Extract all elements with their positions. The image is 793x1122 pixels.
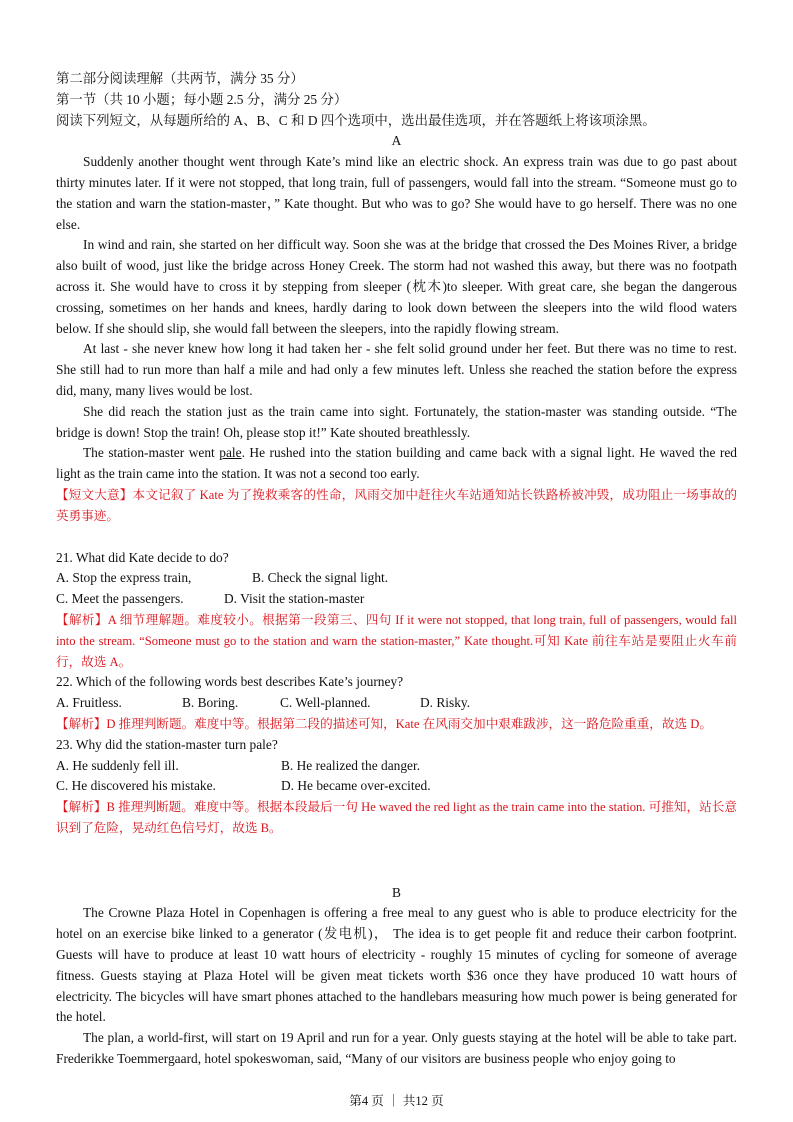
underlined-word: pale <box>219 445 242 461</box>
p5-text-after: . He rushed into the station building and came back with a signal light. He waved the red light as the train came into the station. It was not a second too early. <box>56 445 737 482</box>
passage-a-paragraph-3: At last - she never knew how long it had taken her - she felt solid ground under her feet. But there was no time to rest. She still had to run more than half a mile and had only a few minutes left. Unless she reached the station before the express did, many, many lives would be lost. <box>56 341 737 398</box>
question-21-stem: 21. What did Kate decide to do? <box>56 549 229 565</box>
part-heading: 第二部分阅读理解（共两节，满分 35 分） <box>56 71 304 86</box>
passage-a-paragraph-1: Suddenly another thought went through Kate’s mind like an electric shock. An express train was due to go past about thirty minutes later. If it were not stopped, that long train, full of passengers, would fall into the stream. “Someone must go to the station and warn the station-master，” Kate thought. But who was to go? She would have to go herself. There was no one else. <box>56 154 737 232</box>
option-d: D. He became over-excited. <box>281 778 431 794</box>
question-21-options-row-2 <box>56 589 737 610</box>
passage-a-paragraph-5 <box>56 443 737 485</box>
question-22-stem: 22. Which of the following words best describes Kate’s journey? <box>56 674 404 690</box>
p5-text-before: The station-master went <box>83 445 220 461</box>
question-21-options-row-1 <box>56 568 737 589</box>
passage-b-paragraph-2: The plan, a world-first, will start on 19 April and run for a year. Only guests staying at the hotel will be able to take part. Frederikke Toemmergaard, hotel spokeswoman, said, “Many of our visitors are business people who enjoy going to <box>56 1030 737 1067</box>
question-23-options-row-2 <box>56 776 737 797</box>
option-a: A. Stop the express train, <box>56 570 192 586</box>
option-d: D. Visit the station-master <box>224 591 365 607</box>
passage-a-summary: 【短文大意】本文记叙了 Kate 为了挽救乘客的性命，风雨交加中赶往火车站通知站长铁路桥被冲毁，成功阻止一场事故的英勇事迹。 <box>56 487 737 523</box>
option-a: A. Fruitless. <box>56 695 122 711</box>
option-c: C. Well-planned. <box>280 695 371 711</box>
spacer <box>56 527 737 548</box>
section-heading: 第一节（共 10 小题；每小题 2.5 分，满分 25 分） <box>56 91 348 107</box>
option-c: C. He discovered his mistake. <box>56 778 216 794</box>
exam-page <box>56 69 737 1070</box>
question-23-options-row-1 <box>56 756 737 777</box>
passage-a-paragraph-2: In wind and rain, she started on her difficult way. Soon she was at the bridge that crossed the Des Moines River, a bridge also built of wood, just like the bridge across Honey Creek. The storm had not washed this away, but there was no footpath across it. She would have to cross it by stepping from sleeper (枕木)to sleeper. With great care, she began the dangerous crossing, sometimes on her hands and knees, hardly daring to look down between the sleepers into the wild flood waters below. If she should slip, she would fall between the sleepers, into the rapidly flowing stream. <box>56 237 737 336</box>
page-footer: 第4 页 ｜ 共12 页 <box>349 1094 444 1108</box>
passage-a-label: A <box>391 133 402 149</box>
option-b: B. He realized the danger. <box>281 757 421 773</box>
question-21-analysis: 【解析】A 细节理解题。难度较小。根据第一段第三、四句 If it were not stopped, that long train, full of passengers, would fall into the stream. “Someone must go to the station and warn the station-master,” Kate thought.可知 Kate 前往车站是要阻止火车前行，故选 A。 <box>56 612 737 669</box>
passage-b-label: B <box>392 884 401 900</box>
spacer <box>56 839 737 883</box>
option-b: B. Boring. <box>182 695 239 711</box>
option-b: B. Check the signal light. <box>252 570 389 586</box>
instruction: 阅读下列短文，从每题所给的 A、B、C 和 D 四个选项中，选出最佳选项，并在答题纸上将该项涂黑。 <box>56 112 656 128</box>
question-22-options <box>56 693 737 714</box>
option-c: C. Meet the passengers. <box>56 591 184 607</box>
option-a: A. He suddenly fell ill. <box>56 757 179 773</box>
passage-b-paragraph-1: The Crowne Plaza Hotel in Copenhagen is offering a free meal to any guest who is able to produce electricity for the hotel on an exercise bike linked to a generator (发电机)， The idea is to get people fit and reduce their carbon footprint. Guests will have to produce at least 10 watt hours of electricity - roughly 15 minutes of cycling for someone of average fitness. Guests staying at Plaza Hotel will be given meat tickets worth $36 once they have produced 10 watt hours of electricity. The bicycles will have smart phones attached to the handlebars measuring how much power is being generated for the hotel. <box>56 905 737 1025</box>
question-22-analysis: 【解析】D 推理判断题。难度中等。根据第二段的描述可知，Kate 在风雨交加中艰难跋涉，这一路危险重重，故选 D。 <box>56 716 712 731</box>
option-d: D. Risky. <box>420 695 471 711</box>
question-23-stem: 23. Why did the station-master turn pale? <box>56 736 278 752</box>
question-23-analysis: 【解析】B 推理判断题。难度中等。根据本段最后一句 He waved the red light as the train came into the station. 可推知，站长意识到了危险，晃动红色信号灯，故选 B。 <box>56 800 737 835</box>
passage-a-paragraph-4: She did reach the station just as the train came into sight. Fortunately, the station-master was standing outside. “The bridge is down! Stop the train! Oh, please stop it!” Kate shouted breathlessly. <box>56 403 737 440</box>
